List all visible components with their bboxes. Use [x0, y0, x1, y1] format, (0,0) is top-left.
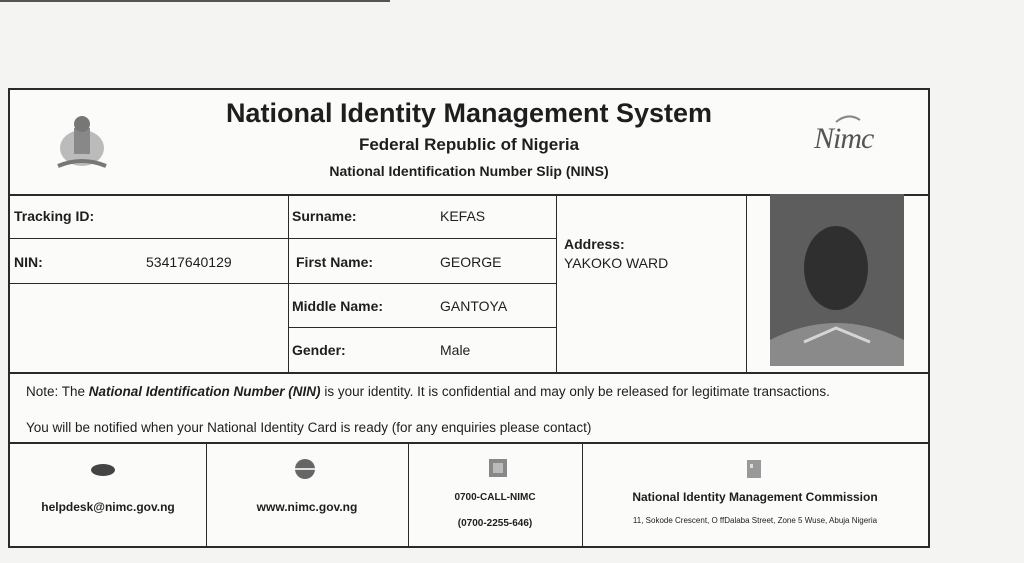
- divider: [10, 372, 928, 374]
- nin-label: NIN:: [14, 254, 43, 270]
- divider: [288, 327, 556, 328]
- holder-photo: [770, 194, 904, 366]
- country-name: Federal Republic of Nigeria: [358, 135, 580, 154]
- website: www.nimc.gov.ng: [256, 500, 358, 514]
- divider: [10, 238, 556, 239]
- slip-name: National Identification Number Slip (NINS): [329, 163, 609, 179]
- middle-name-value: GANTOYA: [440, 298, 508, 314]
- phone-digits: (0700-2255-646): [457, 518, 533, 529]
- surname-value: KEFAS: [440, 208, 486, 224]
- office-icon: [744, 456, 764, 480]
- divider: [10, 442, 928, 444]
- confidential-note: [26, 384, 830, 399]
- gender-value: Male: [440, 342, 471, 358]
- address-value: YAKOKO WARD: [564, 255, 669, 271]
- divider: [556, 194, 557, 372]
- gender-label: Gender:: [292, 342, 346, 358]
- first-name-label: First Name:: [296, 254, 374, 270]
- email-icon: [88, 462, 118, 478]
- logo-text: Nimc: [814, 122, 874, 155]
- divider: [10, 283, 556, 284]
- nin-slip: [8, 88, 930, 548]
- note-emphasis: National Identification Number (NIN): [88, 384, 321, 399]
- helpdesk-email: helpdesk@nimc.gov.ng: [41, 500, 175, 514]
- top-scan-line: [0, 0, 390, 2]
- nimc-logo: [808, 108, 888, 168]
- divider: [746, 194, 747, 372]
- address-label: Address:: [564, 236, 625, 252]
- browser-icon: [290, 456, 320, 482]
- note-suffix: is your identity. It is confidential and may only be released for legitimate transactions.: [320, 384, 830, 399]
- phone-number: 0700-CALL-NIMC: [454, 492, 536, 503]
- tracking-id-label: Tracking ID:: [14, 208, 95, 224]
- system-title: National Identity Management System: [225, 98, 713, 128]
- slip-header: [10, 90, 928, 196]
- middle-name-label: Middle Name:: [292, 298, 384, 314]
- nin-value: 53417640129: [146, 254, 232, 270]
- notification-note: You will be notified when your National Identity Card is ready (for any enquiries please contact): [26, 420, 592, 435]
- commission-name: National Identity Management Commission: [632, 490, 878, 504]
- note-prefix: Note: The: [26, 384, 89, 399]
- surname-label: Surname:: [292, 208, 357, 224]
- divider: [206, 442, 207, 546]
- phone-icon: [486, 456, 510, 480]
- commission-address: 11, Sokode Crescent, O ffDalaba Street, Zone 5 Wuse, Abuja Nigeria: [632, 516, 878, 525]
- first-name-value: GEORGE: [440, 254, 502, 270]
